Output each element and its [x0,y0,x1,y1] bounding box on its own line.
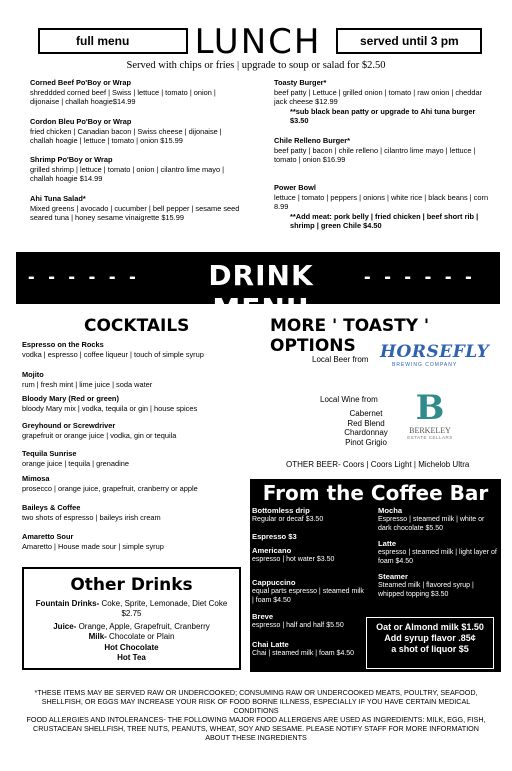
item-name: Power Bowl [274,183,316,192]
hot-chocolate-line: Hot Chocolate [104,643,159,652]
wine-list [336,409,396,447]
item-name: Ahi Tuna Salad* [30,194,86,203]
coffee-item [378,507,498,533]
header-right-bar [336,28,482,54]
item-note: **sub black bean patty or upgrade to Ahi tuna burger $3.50 [290,106,476,126]
drink-menu-banner [16,252,500,325]
addon-line: Oat or Almond milk $1.50 [376,622,484,632]
fountain-text: Coke, Sprite, Lemonade, Diet Coke [99,599,228,608]
item-name: Mocha [378,506,403,515]
item-name: Toasty Burger* [274,78,327,87]
item-name: Baileys & Coffee [22,503,81,512]
lunch-item [274,183,489,231]
item-desc: rum | fresh mint | lime juice | soda water [22,379,153,389]
coffee-item [252,641,364,659]
header-left-bar [38,28,188,54]
toasty-options-heading: MORE ' TOASTY ' OPTIONS [270,316,430,356]
item-desc: Amaretto | House made sour | simple syrup [22,541,164,551]
wine-item: Cabernet [349,409,383,418]
full-menu-label: full menu [76,34,130,48]
cocktail-item [22,474,247,493]
fountain-line [24,599,239,609]
item-desc: vodka | espresso | coffee liqueur | touch of simple syrup [22,349,204,359]
milk-line [24,632,239,642]
coffee-item [252,533,364,542]
item-desc: bloody Mary mix | vodka, tequila or gin | house spices [22,403,198,413]
item-desc: prosecco | orange juice, grapefruit, cranberry or apple [22,483,198,493]
item-desc: Espresso | steamed milk | white or dark chocolate $5.50 [378,515,485,532]
coffee-item [252,507,364,525]
item-name: Espresso on the Rocks [22,340,104,349]
item-desc: orange juice | tequila | grenadine [22,458,129,468]
cocktail-item [22,340,247,359]
juice-label: Juice- [53,622,77,631]
item-desc: two shots of espresso | baileys irish cream [22,512,161,522]
lunch-item [30,194,245,223]
item-name: Mojito [22,370,44,379]
item-name: Latte [378,539,397,548]
hot-tea-line: Hot Tea [117,653,146,662]
local-beer-label: Local Beer from [312,355,369,364]
coffee-bar-title: From the Coffee Bar [262,481,489,505]
lunch-item [30,117,245,146]
item-name: Bloody Mary (Red or green) [22,394,119,403]
horsefly-logo-sub: BREWING COMPANY [392,362,458,368]
addon-line: Add syrup flavor .85¢ [384,633,476,643]
item-name: Chile Relleno Burger* [274,136,350,145]
coffee-item [252,613,364,631]
item-desc: Mixed greens | avocado | cucumber | bell pepper | sesame seed seared tuna | honey sesame vinaigrette $15.99 [30,203,240,223]
cocktail-item [22,449,247,468]
lunch-item [274,78,489,126]
item-desc: Steamed milk | flavored syrup | whipped topping $3.50 [378,581,474,598]
juice-text: Orange, Apple, Grapefruit, Cranberry [76,622,210,631]
milk-label: Milk- [88,632,107,641]
local-wine-label: Local Wine from [320,395,378,404]
item-name: Bottomless drip [252,506,310,515]
item-name: Amaretto Sour [22,532,74,541]
coffee-addons-box [366,617,494,669]
drink-menu-title: DRINK MENU [208,259,314,325]
addon-line: a shot of liquor $5 [391,644,469,654]
item-name: Greyhound or Screwdriver [22,421,116,430]
banner-dashes-left: - - - - - - [28,266,140,288]
other-beer-line: OTHER BEER- Coors | Coors Light | Michelob Ultra [286,460,470,469]
item-desc: shreddded corned beef | Swiss | lettuce | tomato | onion | dijonaise | challah hoagie$14.99 [30,87,216,107]
lunch-item [274,136,489,165]
item-name: Mimosa [22,474,50,483]
coffee-item [378,540,498,566]
item-name: Cordon Bleu Po'Boy or Wrap [30,117,132,126]
item-desc: espresso | hot water $3.50 [252,555,335,563]
item-name: Corned Beef Po'Boy or Wrap [30,78,131,87]
lunch-item [30,155,245,184]
item-desc: Regular or decaf $3.50 [252,515,324,523]
item-desc: equal parts espresso | steamed milk | foam $4.50 [252,587,364,604]
cocktails-heading: COCKTAILS [84,316,190,336]
item-name: Tequila Sunrise [22,449,77,458]
item-desc: beef patty | Lettuce | grilled onion | tomato | raw onion | cheddar jack cheese $12.99 [274,87,483,107]
item-desc: lettuce | tomato | peppers | onions | white rice | black beans | corn 8.99 [274,192,489,212]
coffee-item [252,579,364,605]
cocktail-item [22,394,247,413]
item-desc: espresso | steamed milk | light layer of foam $4.50 [378,548,497,565]
served-until-label: served until 3 pm [360,34,459,48]
item-name: Americano [252,546,292,555]
milk-text: Chocolate or Plain [106,632,175,641]
berkeley-logo [400,390,460,456]
berkeley-logo-mark: B [415,388,445,428]
cocktail-item [22,370,247,389]
item-desc: grilled shrimp | lettuce | tomato | onion | cilantro lime mayo | challah hoagie $14.99 [30,164,225,184]
item-desc: beef patty | bacon | chile relleno | cilantro lime mayo | lettuce | tomato | onion $16.99 [274,145,476,165]
item-name: Shrimp Po'Boy or Wrap [30,155,113,164]
wine-item: Red Blend [347,418,385,428]
fountain-label: Fountain Drinks- [35,599,100,608]
berkeley-logo-name: BERKELEY [409,426,451,435]
juice-line [24,622,239,632]
item-name: Cappuccino [252,578,296,587]
allergen-warning: FOOD ALLERGIES AND INTOLERANCES- THE FOLLOWING MAJOR FOOD ALLERGENS ARE USED AS INGREDIENTS: MILK, EGG, FISH, CRUSTACEAN SHELLFISH, TREE NUTS, PEANUTS, WHEAT, SOY AND SESAME. PLEASE NOTIFY STAFF FOR MORE INFORMATION ABOUT THESE INGREDIENTS [26,715,486,742]
item-desc: fried chicken | Canadian bacon | Swiss cheese | dijonaise | challah hoagie | lettuce | tomato | onion $15.99 [30,126,222,146]
banner-dashes-right: - - - - - - [364,266,476,288]
horsefly-logo-text: HORSEFLY [380,342,490,362]
wine-item: Chardonnay [344,428,388,438]
item-name: Breve [252,612,274,621]
item-name: Steamer [378,572,408,581]
item-name: Chai Latte [252,640,289,649]
item-name: Espresso $3 [252,532,297,541]
coffee-item [378,573,498,599]
cocktail-item [22,421,247,440]
lunch-item [30,78,240,107]
other-drinks-box [22,567,241,670]
allergen-disclaimer [20,688,492,742]
horsefly-logo [380,342,490,376]
page-title: LUNCH [194,22,322,62]
item-note: **Add meat: pork belly | fried chicken | beef short rib | shrimp | green Chile $4.50 [290,211,479,231]
raw-food-warning: *THESE ITEMS MAY BE SERVED RAW OR UNDERCOOKED; CONSUMING RAW OR UNDERCOOKED MEATS, POULTRY, SEAFOOD, SHELLFISH, OR EGGS MAY INCREASE YOUR RISK OF FOOD BORNE ILLNESS, ESPECIALLY IF YOU HAVE CERTAIN MEDICAL CONDITIONS [34,688,478,715]
lunch-subtitle: Served with chips or fries | upgrade to soup or salad for $2.50 [126,60,386,71]
berkeley-logo-sub: ESTATE CELLARS [407,435,453,440]
other-drinks-title: Other Drinks [70,575,193,595]
cocktail-item [22,532,247,551]
wine-item: Pinot Grigio [345,437,387,447]
item-desc: espresso | half and half $5.50 [252,621,344,629]
cocktail-item [22,503,247,522]
fountain-price: $2.75 [121,609,142,618]
item-desc: Chai | steamed milk | foam $4.50 [252,649,355,657]
coffee-bar-panel [250,479,501,672]
item-desc: grapefruit or orange juice | vodka, gin or tequila [22,430,177,440]
coffee-item [252,547,364,565]
